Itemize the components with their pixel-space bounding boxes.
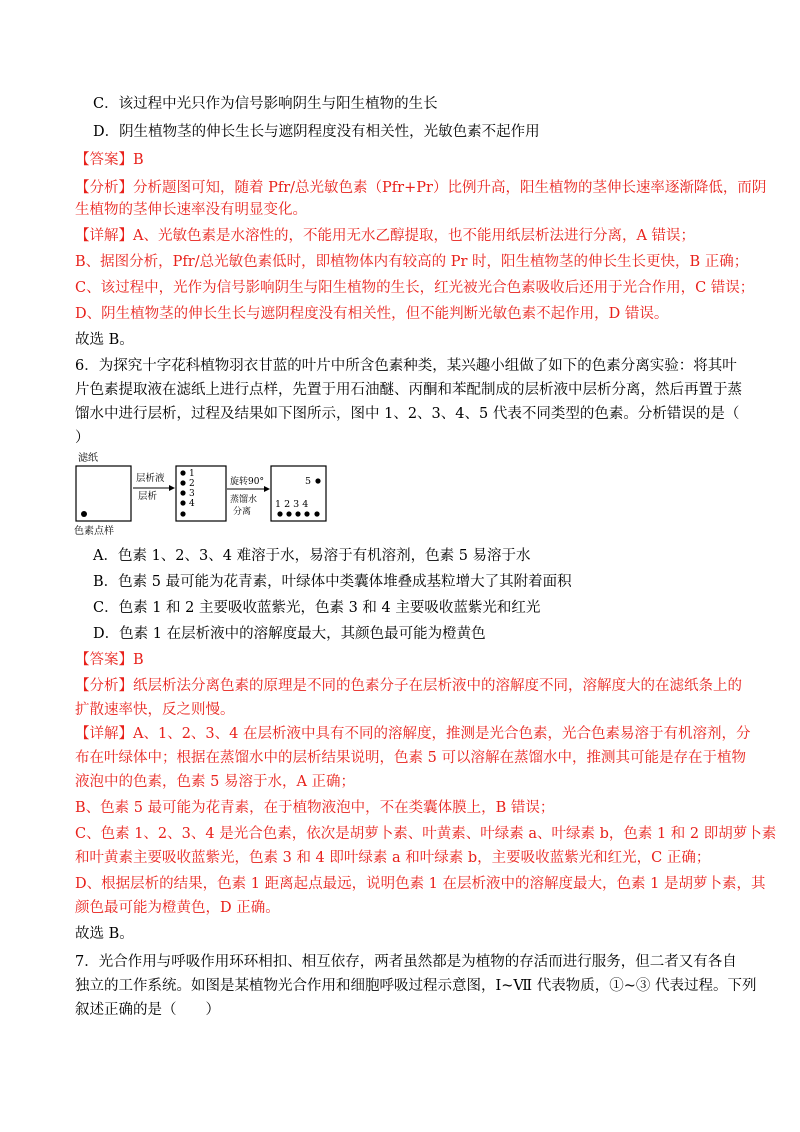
q6-detail-a-line: 液泡中的色素，色素 5 易溶于水，A 正确；	[75, 774, 356, 790]
pigment-label-5-final: 5	[305, 476, 312, 487]
step2-label-mid: 蒸馏水	[230, 495, 258, 505]
pigment-dot-row	[304, 511, 309, 516]
pigment-label-3: 3	[189, 489, 195, 499]
pigment-dot-row	[286, 511, 291, 516]
q5-answer: 【答案】B	[75, 152, 144, 168]
q6-detail-a-line: 【详解】A、1、2、3、4 在层析液中具有不同的溶解度，推测是光合色素，光合色素易溶于有机溶剂，分	[75, 726, 751, 742]
q6-stem-line: ）	[75, 430, 90, 446]
q6-detail-d-line: 颜色最可能为橙黄色，D 正确。	[75, 900, 280, 916]
pigment-label-1: 1	[189, 469, 195, 479]
q5-detail-a: 【详解】A、光敏色素是水溶性的，不能用无水乙醇提取，也不能用纸层析法进行分离，A 错误；	[75, 228, 696, 244]
q5-detail-d: D、阴生植物茎的伸长生长与遮阴程度没有相关性，但不能判断光敏色素不起作用，D 错误。	[75, 306, 669, 322]
q6-analysis-line: 【分析】纸层析法分离色素的原理是不同的色素分子在层析液中的溶解度不同，溶解度大的在滤纸条上的	[75, 678, 742, 694]
sample-spot-dot	[81, 511, 87, 517]
q6-conclusion: 故选 B。	[75, 926, 134, 942]
q6-analysis-line: 扩散速率快，反之则慢。	[75, 702, 235, 718]
q6-option-d: D．色素 1 在层析液中的溶解度最大，其颜色最可能为橙黄色	[93, 626, 486, 642]
step2-arrowhead	[264, 486, 270, 492]
q6-option-a: A．色素 1、2、3、4 难溶于水，易溶于有机溶剂，色素 5 易溶于水	[93, 548, 531, 564]
q6-option-c: C．色素 1 和 2 主要吸收蓝紫光，色素 3 和 4 主要吸收蓝紫光和红光	[93, 600, 541, 616]
q5-detail-b: B、据图分析，Pfr/总光敏色素低时，即植物体内有较高的 Pr 时，阳生植物茎的伸长生长更快，B 正确；	[75, 254, 749, 270]
sample-spot-label: 色素点样	[74, 526, 114, 537]
pigment-dot-5	[180, 511, 185, 516]
pigment-dot-3	[180, 490, 185, 495]
pigment-dot-row	[295, 511, 300, 516]
q5-conclusion: 故选 B。	[75, 332, 134, 348]
pigment-dot-row	[277, 511, 282, 516]
pigment-label-4: 4	[189, 499, 195, 509]
step1-label-top: 层析液	[136, 473, 165, 484]
q5-detail-c: C、该过程中，光作为信号影响阴生与阳生植物的生长，红光被光合色素吸收后还用于光合作用，C 错误；	[75, 280, 755, 296]
chromatography-figure	[72, 448, 332, 540]
step1-arrowhead	[169, 485, 175, 491]
q6-detail-c-line: 和叶黄素主要吸收蓝紫光，色素 3 和 4 即叶绿素 a 和叶绿素 b，主要吸收蓝紫光和红光，C 正确；	[75, 850, 711, 866]
q6-stem-line: 片色素提取液在滤纸上进行点样，先置于用石油醚、丙酮和苯配制成的层析液中层析分离，然后再置于蒸	[75, 382, 742, 398]
pigment-dot-4	[180, 500, 185, 505]
q6-answer: 【答案】B	[75, 652, 144, 668]
q6-detail-d-line: D、根据层析的结果，色素 1 距离起点最远，说明色素 1 在层析液中的溶解度最大，色素 1 是胡萝卜素，其	[75, 876, 766, 892]
pigment-dot-1	[180, 470, 185, 475]
step2-label-top: 旋转90°	[230, 477, 264, 487]
pigment-row-labels: 1 2 3 4	[275, 499, 309, 510]
q5-option-c: C．该过程中光只作为信号影响阴生与阳生植物的生长	[93, 96, 438, 112]
pigment-label-2: 2	[189, 479, 195, 489]
q7-stem-line: 7．光合作用与呼吸作用环环相扣、相互依存，两者虽然都是为植物的存活而进行服务，但二者又有各自	[75, 954, 737, 970]
q6-detail-c-line: C、色素 1、2、3、4 是光合色素，依次是胡萝卜素、叶黄素、叶绿素 a、叶绿素 b，色素 1 和 2 即胡萝卜素	[75, 826, 777, 842]
q5-option-d: D．阴生植物茎的伸长生长与遮阴程度没有相关性，光敏色素不起作用	[93, 124, 540, 140]
q6-detail-a-line: 布在叶绿体中；根据在蒸馏水中的层析结果说明，色素 5 可以溶解在蒸馏水中，推测其可能是存在于植物	[75, 750, 746, 766]
step2-label-bottom: 分离	[233, 507, 252, 517]
step1-label-bottom: 层析	[138, 491, 158, 502]
q6-detail-b: B、色素 5 最可能为花青素，在于植物液泡中，不在类囊体膜上，B 错误；	[75, 800, 555, 816]
pigment-dot-row	[314, 511, 319, 516]
q5-analysis-line: 【分析】分析题图可知，随着 Pfr/总光敏色素（Pfr+Pr）比例升高，阳生植物的茎伸长速率逐渐降低，而阴	[75, 180, 767, 196]
q5-analysis-line: 生植物的茎伸长速率没有明显变化。	[75, 202, 307, 218]
q6-stem-line: 馏水中进行层析，过程及结果如下图所示，图中 1、2、3、4、5 代表不同类型的色素。分析错误的是（	[75, 406, 740, 422]
q6-stem-line: 6．为探究十字花科植物羽衣甘蓝的叶片中所含色素种类，某兴趣小组做了如下的色素分离实验：将其叶	[75, 358, 737, 374]
filter-paper-label: 滤纸	[78, 453, 98, 464]
q6-option-b: B．色素 5 最可能为花青素，叶绿体中类囊体堆叠成基粒增大了其附着面积	[93, 574, 572, 590]
q7-stem-line: 独立的工作系统。如图是某植物光合作用和细胞呼吸过程示意图，Ⅰ~Ⅶ 代表物质，①~③ 代表过程。下列	[75, 978, 757, 994]
pigment-dot-5-final	[315, 478, 320, 483]
pigment-dot-2	[180, 480, 185, 485]
q7-stem-line: 叙述正确的是（ ）	[75, 1002, 220, 1018]
